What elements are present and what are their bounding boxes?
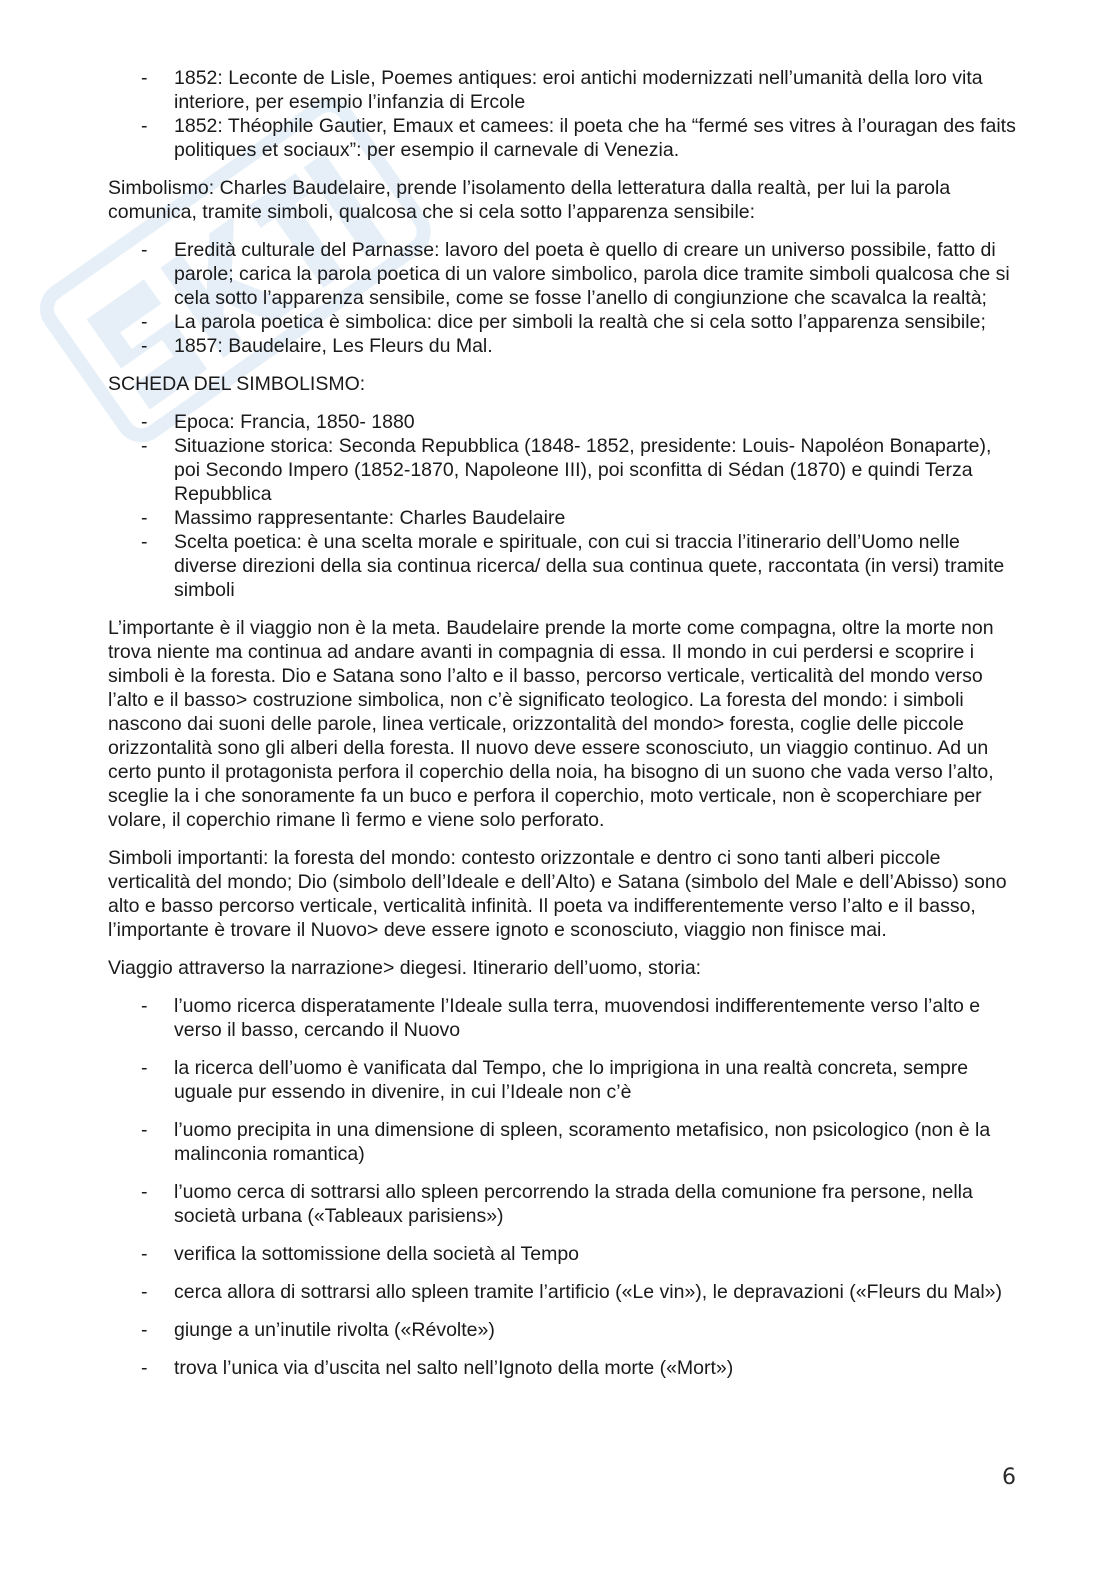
bullet-dash: - — [141, 1181, 148, 1203]
list-item — [0, 1318, 1116, 1342]
list-item — [0, 506, 1116, 530]
page-number: 6 — [1002, 1465, 1016, 1490]
list-item-text: 1852: Théophile Gautier, Emaux et camees: il poeta che ha “fermé ses vitres à l’ouragan des faits politiques et sociaux”: per esempio il carnevale di Venezia. — [174, 115, 1016, 161]
list-item-text: Scelta poetica: è una scelta morale e spirituale, con cui si traccia l’itinerario dell’Uomo nelle diverse direzioni della sia continua ricerca/ della sua continua quete, raccontata (in versi) tramite simboli — [174, 531, 1005, 601]
list-item — [0, 1118, 1116, 1166]
bullet-dash: - — [141, 1243, 148, 1265]
list-item-text: cerca allora di sottrarsi allo spleen tramite l’artificio («Le vin»), le depravazioni («Fleurs du Mal») — [174, 1281, 1003, 1303]
bullet-dash: - — [141, 1319, 148, 1341]
bullet-dash: - — [141, 335, 148, 357]
list-item — [0, 334, 1116, 358]
list-item-text: l’uomo ricerca disperatamente l’Ideale sulla terra, muovendosi indifferentemente verso l’alto e verso il basso, cercando il Nuovo — [174, 995, 981, 1041]
bullet-dash: - — [141, 507, 148, 529]
list-scheda — [0, 410, 1116, 602]
list-item — [0, 1056, 1116, 1104]
list-item-text: la ricerca dell’uomo è vanificata dal Tempo, che lo imprigiona in una realtà concreta, sempre uguale pur essendo in divenire, in cui l’Ideale non c’è — [174, 1057, 969, 1103]
bullet-dash: - — [141, 115, 148, 137]
paragraph-simbolismo: Simbolismo: Charles Baudelaire, prende l’isolamento della letteratura dalla realtà, per lui la parola comunica, tramite simboli, qualcosa che si cela sotto l’apparenza sensibile: — [108, 177, 951, 223]
bullet-dash: - — [141, 995, 148, 1017]
list-item-text: 1857: Baudelaire, Les Fleurs du Mal. — [174, 335, 493, 357]
list-item — [0, 1356, 1116, 1380]
list-item — [0, 1280, 1116, 1304]
list-item-text: l’uomo precipita in una dimensione di spleen, scoramento metafisico, non psicologico (non è la malinconia romantica) — [174, 1119, 991, 1165]
bullet-dash: - — [141, 311, 148, 333]
bullet-dash: - — [141, 1281, 148, 1303]
bullet-dash: - — [141, 1357, 148, 1379]
list-item-text: 1852: Leconte de Lisle, Poemes antiques: eroi antichi modernizzati nell’umanità della loro vita interiore, per esempio l’infanzia di Ercole — [174, 67, 983, 113]
heading-scheda: SCHEDA DEL SIMBOLISMO: — [108, 373, 366, 395]
list-item — [0, 994, 1116, 1042]
bullet-dash: - — [141, 411, 148, 433]
list-item — [0, 310, 1116, 334]
bullet-dash: - — [141, 531, 148, 553]
bullet-dash: - — [141, 435, 148, 457]
list-item-text: l’uomo cerca di sottrarsi allo spleen percorrendo la strada della comunione fra persone, nella società urbana («Tableaux parisiens») — [174, 1181, 973, 1227]
list-item — [0, 66, 1116, 114]
list-item — [0, 1242, 1116, 1266]
bullet-dash: - — [141, 1057, 148, 1079]
list-item — [0, 410, 1116, 434]
list-item-text: trova l’unica via d’uscita nel salto nell’Ignoto della morte («Mort») — [174, 1357, 734, 1379]
list-item — [0, 434, 1116, 506]
list-item-text: giunge a un’inutile rivolta («Révolte») — [174, 1319, 495, 1341]
list-item-text: La parola poetica è simbolica: dice per simboli la realtà che si cela sotto l’apparenza sensibile; — [174, 311, 986, 333]
list-item-text: Situazione storica: Seconda Repubblica (1848- 1852, presidente: Louis- Napoléon Bonaparte), poi Secondo Impero (1852-1870, Napoleone III), poi sconfitta di Sédan (1870) e quindi Terza Repubblica — [174, 435, 992, 505]
list-item — [0, 114, 1116, 162]
list-item — [0, 530, 1116, 602]
list-item-text: verifica la sottomissione della società al Tempo — [174, 1243, 580, 1265]
list-item — [0, 1180, 1116, 1228]
list-item-text: Massimo rappresentante: Charles Baudelaire — [174, 507, 566, 529]
paragraph-viaggio: L’importante è il viaggio non è la meta. Baudelaire prende la morte come compagna, oltre la morte non trova niente ma continua ad andare avanti in compagnia di essa. Il mondo in cui perdersi e scoprire i simboli è la foresta. Dio e Satana sono l’alto e il basso, percorso verticale, verticalità del mondo verso l’alto e il basso> costruzione simbolica, non c’è significato teologico. La foresta del mondo: i simboli nascono dai suoni delle parole, linea verticale, orizzontalità del mondo> foresta, coglie delle piccole orizzontalità sono gli alberi della foresta. Il nuovo deve essere sconosciuto, un viaggio continuo. Ad un certo punto il protagonista perfora il coperchio della noia, ha bisogno di un suono che vada verso l’alto, sceglie la i che sonoramente fa un buco e perfora il coperchio, moto verticale, non è scoperchiare per volare, il coperchio rimane lì fermo e viene solo perforato. — [108, 617, 994, 831]
bullet-dash: - — [141, 1119, 148, 1141]
list-item — [0, 238, 1116, 310]
bullet-dash: - — [141, 239, 148, 261]
list-parnasse — [0, 66, 1116, 162]
list-simbolismo — [0, 238, 1116, 358]
paragraph-diegesi: Viaggio attraverso la narrazione> diegesi. Itinerario dell’uomo, storia: — [108, 957, 702, 979]
list-item-text: Epoca: Francia, 1850- 1880 — [174, 411, 415, 433]
bullet-dash: - — [141, 67, 148, 89]
list-item-text: Eredità culturale del Parnasse: lavoro del poeta è quello di creare un universo possibile, fatto di parole; carica la parola poetica di un valore simbolico, parola dice tramite simboli qualcosa che si cela sotto l’apparenza sensibile, come se fosse l’anello di congiunzione che scavalca la realtà; — [174, 239, 1010, 309]
paragraph-simboli: Simboli importanti: la foresta del mondo: contesto orizzontale e dentro ci sono tanti alberi piccole verticalità del mondo; Dio (simbolo dell’Ideale e dell’Alto) e Satana (simbolo del Male e dell’Abisso) sono alto e basso percorso verticale, verticalità infinità. Il poeta va indifferentemente verso l’alto e il basso, l’importante è trovare il Nuovo> deve essere ignoto e sconosciuto, viaggio non finisce mai. — [108, 847, 1007, 941]
list-itinerario — [0, 994, 1116, 1380]
